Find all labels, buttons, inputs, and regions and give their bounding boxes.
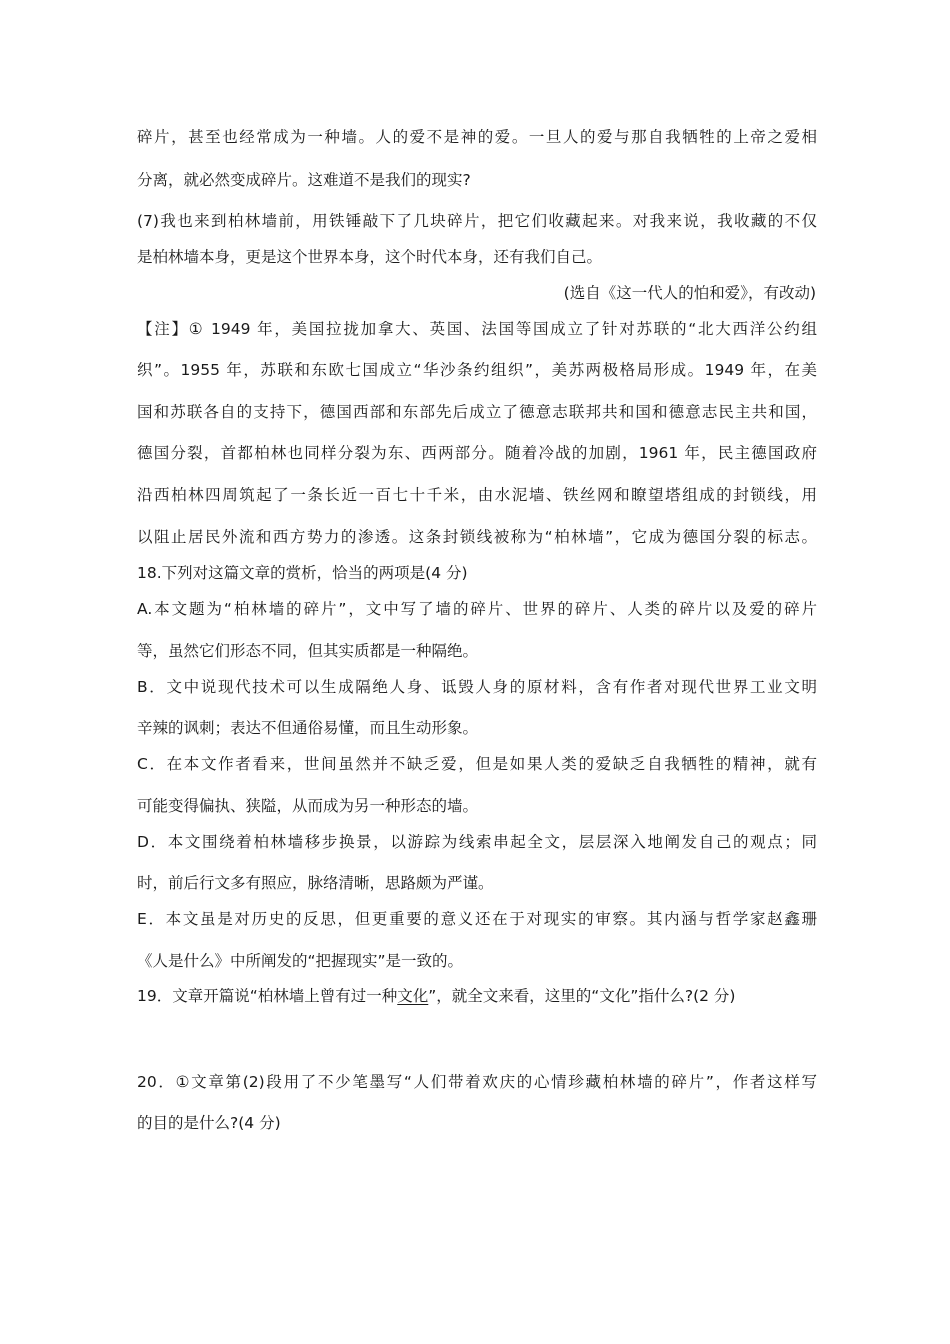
q20-line-2: 的目的是什么?(4 分): [137, 1114, 281, 1132]
note-line-6: 以阻止居民外流和西方势力的渗透。这条封锁线被称为“柏林墙”，它成为德国分裂的标志。: [137, 528, 817, 546]
note-line-1: 【注】① 1949 年，美国拉拢加拿大、英国、法国等国成立了针对苏联的“北大西洋公约组: [137, 320, 817, 338]
q18-option-e-line-1: E．本文虽是对历史的反思，但更重要的意义还在于对现实的审察。其内涵与哲学家赵鑫珊: [137, 910, 817, 928]
passage-p7-line-2: 是柏林墙本身，更是这个世界本身，这个时代本身，还有我们自己。: [137, 248, 603, 266]
q19-text-after: ”，就全文来看，这里的“文化”指什么?(2 分): [428, 987, 736, 1005]
passage-source: (选自《这一代人的怕和爱》，有改动): [563, 284, 816, 302]
q18-option-b-line-2: 辛辣的讽刺；表达不但通俗易懂，而且生动形象。: [137, 719, 479, 737]
note-line-2: 织”。1955 年，苏联和东欧七国成立“华沙条约组织”，美苏两极格局形成。1949 年，在美: [137, 361, 817, 379]
q18-option-b-line-1: B．文中说现代技术可以生成隔绝人身、诋毁人身的原材料，含有作者对现代世界工业文明: [137, 678, 817, 696]
passage-p6-line-1: 碎片，甚至也经常成为一种墙。人的爱不是神的爱。一旦人的爱与那自我牺牲的上帝之爱相: [137, 128, 817, 146]
q20-line-1: 20．①文章第(2)段用了不少笔墨写“人们带着欢庆的心情珍藏柏林墙的碎片”，作者这样写: [137, 1073, 817, 1091]
note-line-3: 国和苏联各自的支持下，德国西部和东部先后成立了德意志联邦共和国和德意志民主共和国，: [137, 403, 817, 421]
q18-option-a-line-1: A.本文题为“柏林墙的碎片”，文中写了墙的碎片、世界的碎片、人类的碎片以及爱的碎片: [137, 600, 817, 618]
note-line-5: 沿西柏林四周筑起了一条长近一百七十千米，由水泥墙、铁丝网和瞭望塔组成的封锁线，用: [137, 486, 817, 504]
note-line-4: 德国分裂，首都柏林也同样分裂为东、西两部分。随着冷战的加剧，1961 年，民主德国政府: [137, 444, 817, 462]
passage-p6-line-2: 分离，就必然变成碎片。这难道不是我们的现实?: [137, 171, 471, 189]
q19-underlined-term: 文化: [397, 987, 429, 1005]
q18-option-e-line-2: 《人是什么》中所阐发的“把握现实”是一致的。: [137, 952, 464, 970]
q18-option-a-line-2: 等，虽然它们形态不同，但其实质都是一种隔绝。: [137, 642, 479, 660]
q19-question: [137, 986, 817, 1006]
q18-stem: 18.下列对这篇文章的赏析，恰当的两项是(4 分): [137, 564, 468, 582]
q18-option-c-line-2: 可能变得偏执、狭隘，从而成为另一种形态的墙。: [137, 797, 479, 815]
q18-option-c-line-1: C．在本文作者看来，世间虽然并不缺乏爱，但是如果人类的爱缺乏自我牺牲的精神，就有: [137, 755, 817, 773]
passage-p7-line-1: (7)我也来到柏林墙前，用铁锤敲下了几块碎片，把它们收藏起来。对我来说，我收藏的不仅: [137, 212, 817, 230]
q18-option-d-line-1: D．本文围绕着柏林墙移步换景，以游踪为线索串起全文，层层深入地阐发自己的观点；同: [137, 833, 817, 851]
q19-text-before: 19．文章开篇说“柏林墙上曾有过一种: [137, 987, 398, 1005]
q18-option-d-line-2: 时，前后行文多有照应，脉络清晰，思路颇为严谨。: [137, 874, 494, 892]
